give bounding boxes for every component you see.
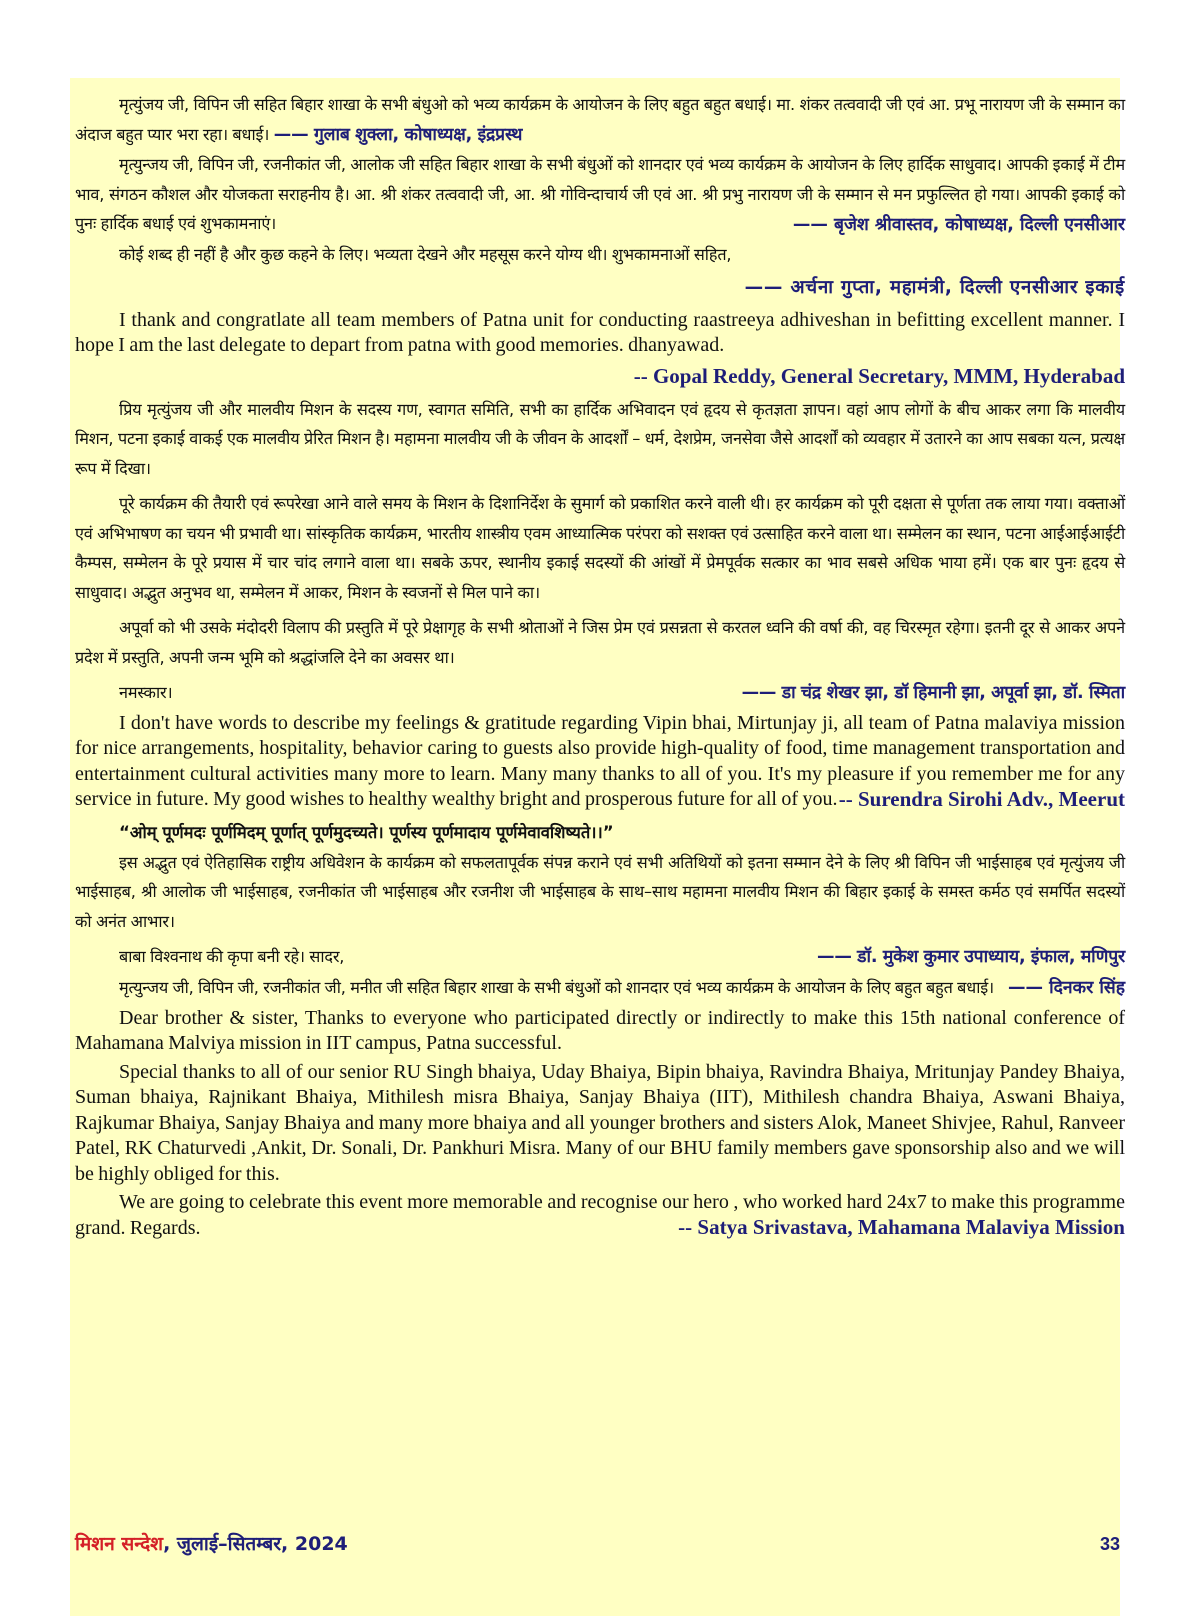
message-satya-para-3: We are going to celebrate this event more memorable and recognise our hero , who worked hard 24x7 to make this programme grand. Regards. (75, 1191, 1125, 1239)
message-jha-para-3: अपूर्वा को भी उसके मंदोदरी विलाप की प्रस्तुति में पूरे प्रेक्षागृह के सभी श्रोताओं ने जिस प्रेम एवं प्रसन्नता से करतल ध्वनि की वर्षा की, वह चिरस्मृत रहेगा। इतनी दूर से आकर अपने प्रदेश में प्रस्तुति, अपनी जन्म भूमि को श्रद्धांजलि देने का अवसर था। (75, 618, 1125, 667)
signature: —— डॉ. मुकेश कुमार उपाध्याय, इंफाल, मणिपुर (817, 947, 1125, 967)
message-satya-para-2: Special thanks to all of our senior RU Singh bhaiya, Uday Bhaiya, Bipin bhaiya, Ravindra Bhaiya, Mritunjay Pandey Bhaiya, Suman bhaiya, Rajnikant Bhaiya, Mithilesh misra Bhaiya, Sanjay Bhaiya (IIT), Mithilesh chandra Bhaiya, Aswani Bhaiya, Rajkumar Bhaiya, Sanjay Bhaiya and many more bhaiya and all younger brothers and sisters Alok, Maneet Shivjee, Rahul, Ranveer Patel, RK Chaturvedi ,Ankit, Dr. Sonali, Dr. Pankhuri Misra. Many of our BHU family members gave sponsorship also and we will be highly obliged for this. (75, 1060, 1125, 1185)
message-satya-para-1: Dear brother & sister, Thanks to everyone who participated directly or indirectly to make this 15th national conference of Mahamana Malviya mission in IIT campus, Patna successful. (75, 1006, 1125, 1054)
closing: नमस्कार। (119, 683, 173, 702)
signature-row (75, 270, 1125, 306)
signature: —— गुलाब शुक्ला, कोषाध्यक्ष, इंद्रप्रस्थ (273, 124, 523, 145)
signature: —— डा चंद्र शेखर झा, डॉ हिमानी झा, अपूर्वा झा, डॉ. स्मिता (741, 683, 1125, 703)
signature: -- Surendra Sirohi Adv., Meerut (838, 786, 1125, 811)
message-dinkar-text: मृत्युन्जय जी, विपिन जी, रजनीकांत जी, मनीत जी सहित बिहार शाखा के सभी बंधुओं को शानदार एवं भव्य कार्यक्रम के आयोजन के लिए बहुत बहुत बधाई। (119, 977, 995, 997)
magazine-name: मिशन सन्देश (75, 1533, 164, 1555)
signature-row (75, 1214, 1125, 1242)
signature: —— दिनकर सिंह (1008, 978, 1125, 998)
issue-date: , जुलाई–सितम्बर, 2024 (163, 1533, 348, 1555)
message-jha-para-2: पूरे कार्यक्रम की तैयारी एवं रूपरेखा आने वाले समय के मिशन के दिशानिर्देश के सुमार्ग को प्रकाशित करने वाली थी। हर कार्यक्रम को पूरी दक्षता से पूर्णता तक लाया गया। वक्ताओं एवं अभिभाषण का चयन भी प्रभावी था। सांस्कृतिक कार्यक्रम, भारतीय शास्त्रीय एवम आध्यात्मिक परंपरा को सशक्त एवं उत्साहित करने वाला था। सम्मेलन का स्थान, पटना आईआईआईटी कैम्पस, सम्मेलन के पूरे प्रयास में चार चांद लगाने वाला था। सबके ऊपर, स्थानीय इकाई सदस्यों की आंखों में प्रेमपूर्वक सत्कार का भाव सबसे अधिक भाया हमें। एक बार पुनः हृदय से साधुवाद। अद्भुत अनुभव था, सम्मेलन में आकर, मिशन के स्वजनों से मिल पाने का। (75, 494, 1125, 602)
message-brijesh-text: मृत्युन्जय जी, विपिन जी, रजनीकांत जी, आलोक जी सहित बिहार शाखा के सभी बंधुओं को शानदार एवं भव्य कार्यक्रम के आयोजन के लिए हार्दिक साधुवाद। आपकी इकाई में टीम भाव, संगठन कौशल और योजकता सराहनीय है। आ. श्री शंकर तत्ववादी जी, आ. श्री गोविन्दाचार्य जी एवं आ. श्री प्रभु नारायण जी के सम्मान से मन प्रफुल्लित हो गया। आपकी इकाई को पुनः हार्दिक बधाई एवं शुभकामनाएं। (75, 155, 1125, 233)
signature-row (75, 359, 1125, 395)
signature: -- Satya Srivastava, Mahamana Malaviya Mission (678, 1215, 1125, 1239)
page-footer (75, 1530, 1120, 1556)
signature-row (75, 678, 1125, 709)
shloka: “ओम् पूर्णमदः पूर्णमिदम् पूर्णात् पूर्णमुदच्यते। पूर्णस्य पूर्णमादाय पूर्णमेवावशिष्यते।।” (119, 822, 614, 842)
message-jha-para-1: प्रिय मृत्युंजय जी और मालवीय मिशन के सदस्य गण, स्वागत समिति, सभी का हार्दिक अभिवादन एवं हृदय से कृतज्ञता ज्ञापन। वहां आप लोगों के बीच आकर लगा कि मालवीय मिशन, पटना इकाई वाकई एक मालवीय प्रेरित मिशन है। महामना मालवीय जी के जीवन के आदर्शों – धर्म, देशप्रेम, जनसेवा जैसे आदर्शों को व्यवहार में उतारने का आप सबका यत्न, प्रत्यक्ष रूप में दिखा। (75, 399, 1125, 478)
signature: —— बृजेश श्रीवास्तव, कोषाध्यक्ष, दिल्ली एनसीआर (792, 214, 1125, 235)
page-content (75, 90, 1125, 1242)
footer-masthead (75, 1530, 348, 1556)
closing: बाबा विश्वनाथ की कृपा बनी रहे। सादर, (119, 947, 345, 966)
signature: —— अर्चना गुप्ता, महामंत्री, दिल्ली एनसीआर इकाई (744, 276, 1125, 298)
message-gulab (75, 90, 1125, 150)
message-archana-text: कोई शब्द ही नहीं है और कुछ कहने के लिए। भव्यता देखने और महसूस करने योग्य थी। शुभकामनाओं सहित, (119, 245, 732, 264)
page-number: 33 (1099, 1534, 1120, 1554)
message-text: मृत्युंजय जी, विपिन जी सहित बिहार शाखा के सभी बंधुओ को भव्य कार्यक्रम के आयोजन के लिए बहुत बहुत बधाई। मा. शंकर तत्ववादी जी एवं आ. प्रभू नारायण जी के सम्मान का अंदाज बहुत प्यार भरा रहा। बधाई। (75, 95, 1125, 144)
message-gopal-text: I thank and congratlate all team members of Patna unit for conducting raastreeya adhiveshan in befitting excellent manner. I hope I am the last delegate to depart from patna with good memories. dhanyawad. (75, 308, 1125, 356)
signature: -- Gopal Reddy, General Secretary, MMM, Hyderabad (633, 363, 1125, 388)
message-mukesh-text: इस अद्भुत एवं ऐतिहासिक राष्ट्रीय अधिवेशन के कार्यक्रम को सफलतापूर्वक संपन्न कराने एवं सभी अतिथियों को इतना सम्मान देने के लिए श्री विपिन जी भाईसाहब एवं मृत्युंजय जी भाईसाहब, श्री आलोक जी भाईसाहब, रजनीकांत जी भाईसाहब और रजनीश जी भाईसाहब के साथ–साथ महामना मालवीय मिशन की बिहार इकाई के समस्त कर्मठ एवं समर्पित सदस्यों को अनंत आभार। (75, 852, 1125, 931)
message-surendra-text: I don't have words to describe my feelings & gratitude regarding Vipin bhai, Mirtunjay ji, all team of Patna malaviya mission for nice arrangements, hospitality, behavior caring to guests also provide high-quality of food, time management transportation and entertainment cultural activities many more to learn. Many many thanks to all of you. It's my pleasure if you remember me for any service in future. My good wishes to healthy wealthy bright and prosperous future for all of you. (75, 711, 1125, 810)
signature-row (75, 942, 1125, 973)
